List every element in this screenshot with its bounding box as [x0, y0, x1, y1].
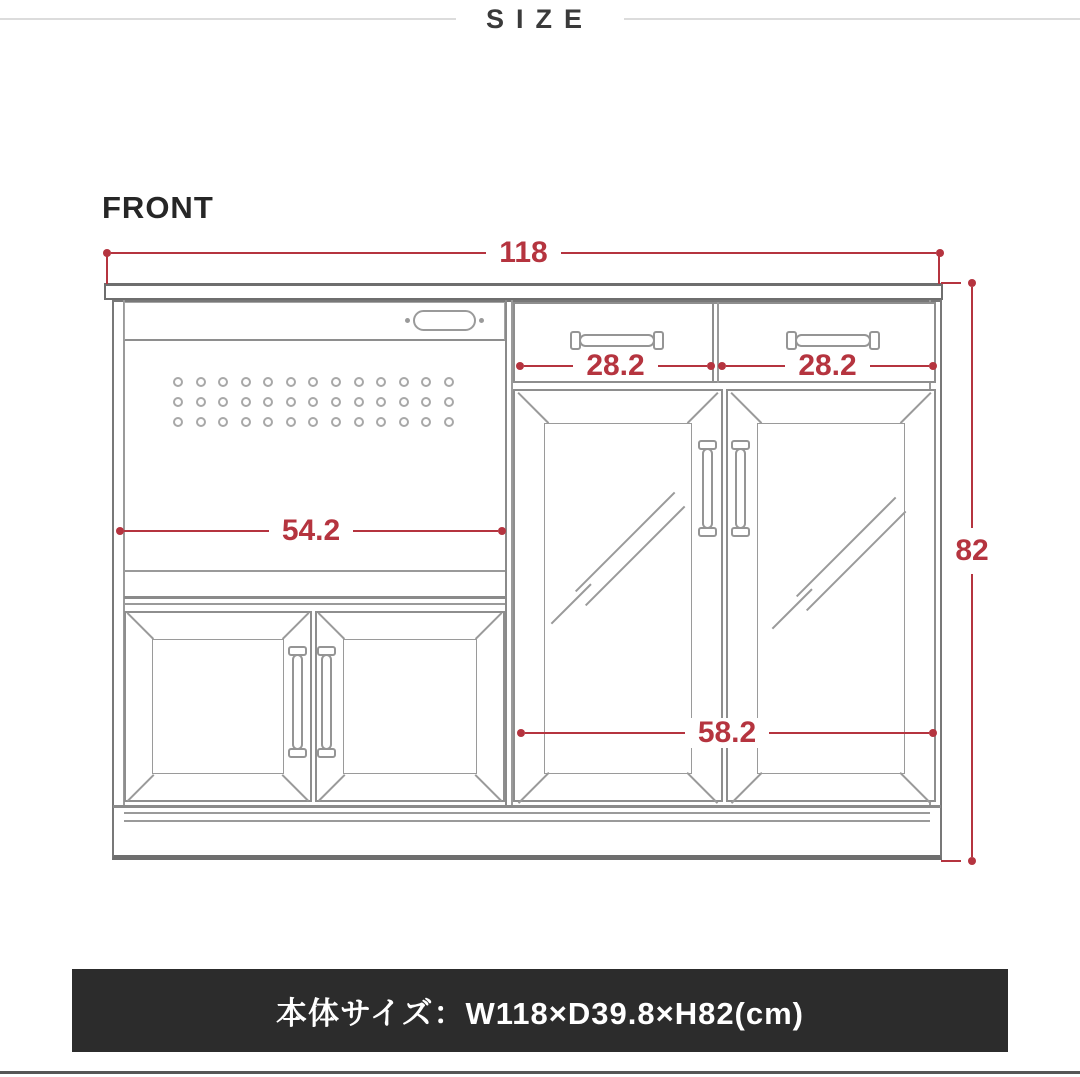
- vent-hole: [331, 417, 341, 427]
- dim-total-height-label: 82: [953, 528, 990, 574]
- footer-size-bar: [72, 969, 1008, 1052]
- shelf-line: [124, 596, 505, 599]
- plinth-line: [124, 820, 930, 822]
- door-handle-icon: [317, 646, 336, 758]
- bevel-diagonal: [318, 612, 345, 639]
- flap-handle-icon: [413, 310, 476, 331]
- dim-endpoint-dot: [968, 279, 976, 287]
- vent-hole: [376, 397, 386, 407]
- shelf-line: [124, 570, 505, 572]
- dim-endpoint-dot: [516, 362, 524, 370]
- bevel-diagonal: [687, 772, 718, 803]
- bevel-diagonal: [900, 772, 931, 803]
- vent-hole: [218, 377, 228, 387]
- dim-line-segment: [971, 574, 973, 857]
- dim-line-segment: [124, 530, 269, 532]
- vent-hole: [241, 397, 251, 407]
- bevel-diagonal: [731, 772, 762, 803]
- dim-total-width-label: 118: [486, 238, 560, 268]
- vent-hole: [421, 417, 431, 427]
- bevel-diagonal: [475, 774, 502, 801]
- vent-hole: [263, 397, 273, 407]
- vent-hole: [331, 377, 341, 387]
- dim-endpoint-dot: [929, 362, 937, 370]
- vent-hole: [354, 377, 364, 387]
- drawer-handle-icon: [570, 331, 664, 350]
- vent-hole: [376, 377, 386, 387]
- dim-endpoint-dot: [929, 729, 937, 737]
- drawer-handle-icon: [786, 331, 880, 350]
- dim-total-width: [103, 236, 944, 269]
- bevel-diagonal: [518, 392, 549, 423]
- vent-hole: [354, 397, 364, 407]
- handle-cap: [317, 748, 336, 758]
- dim-line-segment: [726, 365, 785, 367]
- vent-hole: [263, 417, 273, 427]
- dim-drawer-left-width: [516, 349, 715, 382]
- vent-hole: [263, 377, 273, 387]
- dim-drawer-right-width: [718, 349, 937, 382]
- vent-hole: [173, 417, 183, 427]
- dim-endpoint-dot: [968, 857, 976, 865]
- size-header: [0, 3, 1080, 34]
- dim-line-segment: [769, 732, 929, 734]
- vent-hole: [218, 397, 228, 407]
- door-handle-icon: [731, 440, 750, 537]
- bevel-diagonal: [318, 774, 345, 801]
- vent-hole: [218, 417, 228, 427]
- vent-hole: [196, 397, 206, 407]
- vent-hole: [354, 417, 364, 427]
- plinth-line: [124, 812, 930, 814]
- handle-bar: [702, 448, 713, 529]
- door-handle-icon: [288, 646, 307, 758]
- vent-hole: [399, 417, 409, 427]
- bevel-diagonal: [900, 392, 931, 423]
- bevel-diagonal: [282, 774, 309, 801]
- vent-hole: [286, 417, 296, 427]
- vent-hole-grid: [167, 372, 460, 432]
- vent-hole: [399, 397, 409, 407]
- vent-hole: [286, 377, 296, 387]
- dim-line-segment: [561, 252, 936, 254]
- vent-hole: [196, 417, 206, 427]
- bevel-diagonal: [282, 612, 309, 639]
- door-handle-icon: [698, 440, 717, 537]
- vent-hole: [173, 397, 183, 407]
- vent-hole: [196, 377, 206, 387]
- handle-bar: [579, 334, 655, 347]
- vent-hole: [308, 397, 318, 407]
- dim-line-segment: [525, 732, 685, 734]
- front-view-label: FRONT: [102, 190, 214, 225]
- bevel-diagonal: [518, 772, 549, 803]
- header-rule-left: [0, 18, 456, 20]
- dim-line-segment: [971, 287, 973, 528]
- bevel-diagonal: [127, 774, 154, 801]
- bevel-diagonal: [687, 392, 718, 423]
- vent-hole: [376, 417, 386, 427]
- vent-hole: [399, 377, 409, 387]
- dim-drawer-right-width-label: 28.2: [785, 351, 869, 381]
- handle-cap: [869, 331, 880, 350]
- dim-line-segment: [111, 252, 486, 254]
- dim-line-segment: [524, 365, 573, 367]
- vent-hole: [331, 397, 341, 407]
- panel-door-right: [315, 611, 505, 802]
- vent-hole: [308, 377, 318, 387]
- vent-hole: [241, 417, 251, 427]
- handle-cap: [698, 527, 717, 537]
- handle-cap: [731, 527, 750, 537]
- dim-endpoint-dot: [116, 527, 124, 535]
- dim-left-section-width: [116, 514, 506, 547]
- vent-hole: [286, 397, 296, 407]
- vent-hole: [421, 397, 431, 407]
- vent-hole: [444, 417, 454, 427]
- dim-total-height: [952, 279, 992, 865]
- dim-right-section-width: [517, 716, 937, 749]
- plinth-line: [113, 805, 941, 808]
- bottom-edge-line: [0, 1071, 1080, 1074]
- dim-right-section-width-label: 58.2: [685, 718, 769, 748]
- shelf-line: [124, 603, 505, 605]
- dim-endpoint-dot: [707, 362, 715, 370]
- dim-endpoint-dot: [103, 249, 111, 257]
- dim-endpoint-dot: [517, 729, 525, 737]
- dim-line-segment: [353, 530, 498, 532]
- vent-hole: [308, 417, 318, 427]
- section-divider-line: [505, 300, 507, 806]
- handle-cap: [288, 748, 307, 758]
- handle-bar: [795, 334, 871, 347]
- dim-line-segment: [658, 365, 707, 367]
- vent-hole: [444, 377, 454, 387]
- dim-endpoint-dot: [936, 249, 944, 257]
- handle-bar: [735, 448, 746, 529]
- bevel-diagonal: [127, 612, 154, 639]
- panel-door-left: [124, 611, 312, 802]
- vent-hole: [444, 397, 454, 407]
- bevel-diagonal: [475, 612, 502, 639]
- handle-cap: [653, 331, 664, 350]
- handle-bar: [321, 654, 332, 750]
- dim-endpoint-dot: [498, 527, 506, 535]
- vent-hole: [421, 377, 431, 387]
- door-bevel: [343, 639, 477, 774]
- footer-size-text: 本体サイズ：W118×D39.8×H82(cm): [275, 996, 805, 1031]
- handle-bar: [292, 654, 303, 750]
- bevel-diagonal: [731, 392, 762, 423]
- size-header-title: SIZE: [486, 3, 595, 34]
- header-rule-right: [624, 18, 1080, 20]
- vent-hole: [173, 377, 183, 387]
- vent-hole: [241, 377, 251, 387]
- cabinet-top-board: [104, 283, 943, 300]
- dim-endpoint-dot: [718, 362, 726, 370]
- dim-drawer-left-width-label: 28.2: [573, 351, 657, 381]
- door-bevel: [152, 639, 284, 774]
- dim-left-section-width-label: 54.2: [269, 516, 353, 546]
- dim-line-segment: [870, 365, 929, 367]
